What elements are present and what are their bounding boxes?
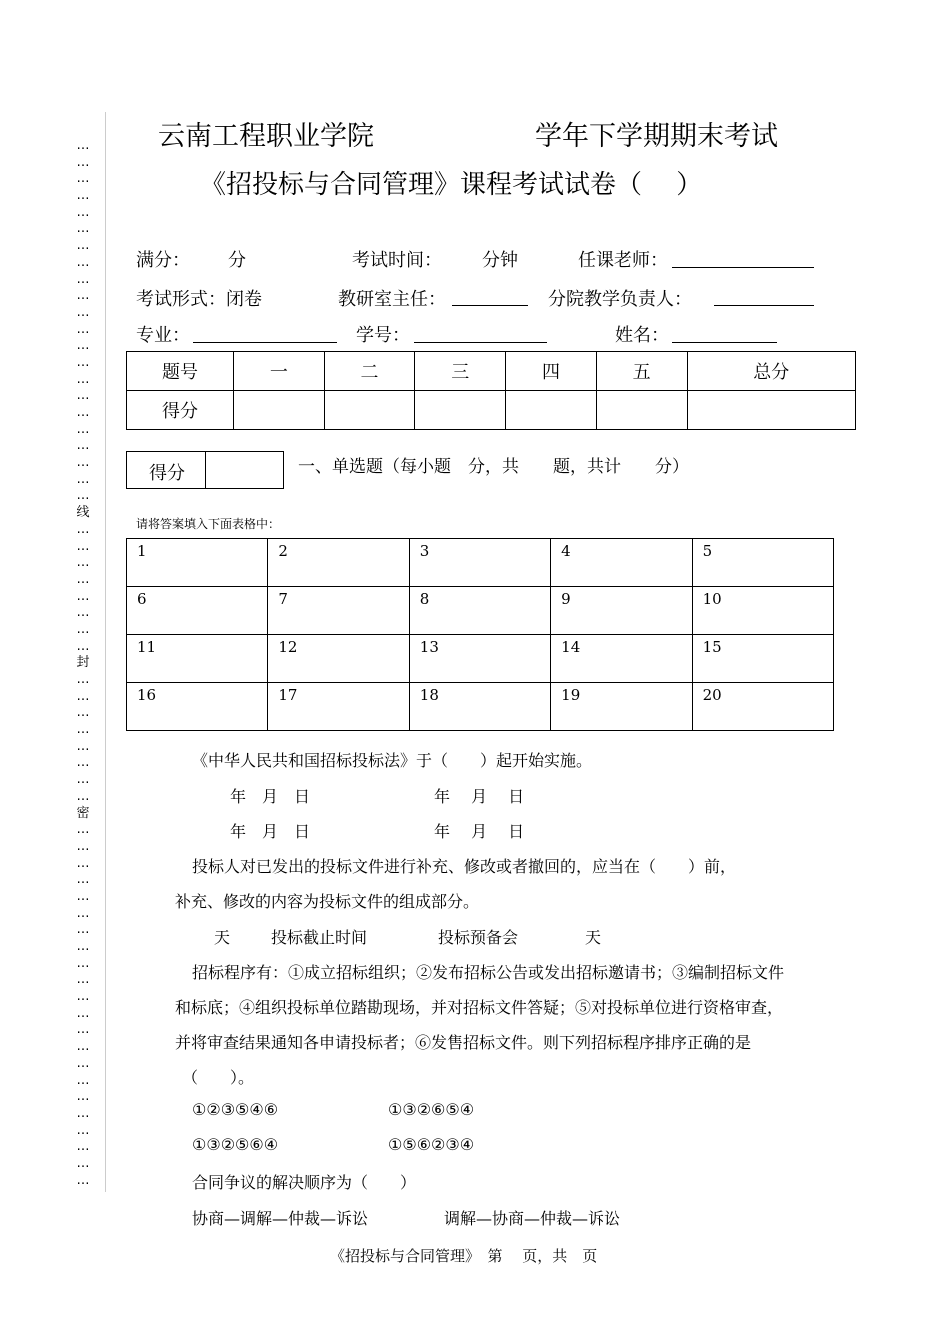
office-director-label: 教研室主任： bbox=[338, 289, 446, 310]
exam-form-label: 考试形式：闭卷 bbox=[136, 289, 262, 310]
q4-option-a: 协商—调解—仲裁—诉讼 bbox=[192, 1209, 369, 1228]
answer-cell[interactable]: 13 bbox=[409, 635, 550, 683]
binding-dot: … bbox=[76, 822, 90, 838]
binding-dot: … bbox=[76, 1072, 90, 1088]
score-value-row bbox=[127, 391, 856, 430]
section-score-label: 得分 bbox=[149, 463, 185, 484]
binding-dot: … bbox=[76, 405, 90, 420]
q3-stem-line1: 招标程序有：①成立招标组织；②发布招标公告或发出招标邀请书；③编制招标文件 bbox=[192, 963, 785, 982]
score-header-row bbox=[127, 352, 856, 391]
answer-cell[interactable]: 17 bbox=[268, 683, 409, 731]
binding-dot: … bbox=[76, 1022, 90, 1038]
q1-option-c: 年 月 日 bbox=[230, 822, 311, 841]
semester-title: 学年下学期期末考试 bbox=[535, 121, 778, 152]
binding-dot: … bbox=[76, 1055, 90, 1071]
answer-grid bbox=[126, 538, 834, 731]
answer-cell[interactable]: 19 bbox=[551, 683, 692, 731]
binding-dot: … bbox=[76, 955, 90, 971]
score-row-label: 得分 bbox=[127, 391, 234, 430]
binding-dot: … bbox=[76, 672, 90, 687]
q1-option-d: 年 月 日 bbox=[434, 822, 525, 841]
answer-cell[interactable]: 11 bbox=[127, 635, 268, 683]
binding-dot: … bbox=[76, 772, 90, 788]
binding-dot: … bbox=[76, 738, 90, 754]
q3-stem-line2: 和标底；④组织投标单位踏勘现场，并对招标文件答疑；⑤对投标单位进行资格审查， bbox=[175, 998, 784, 1017]
q2-option-b: 投标截止时间 bbox=[271, 928, 368, 947]
q3-option-b: ①③②⑥⑤④ bbox=[388, 1100, 475, 1119]
score-header-cell: 总分 bbox=[687, 352, 855, 391]
answer-cell[interactable]: 14 bbox=[551, 635, 692, 683]
binding-dot: … bbox=[76, 555, 90, 571]
binding-dot: … bbox=[76, 354, 90, 370]
binding-dot: … bbox=[76, 254, 90, 270]
answer-cell[interactable]: 8 bbox=[409, 587, 550, 635]
score-header-cell: 三 bbox=[415, 352, 506, 391]
student-id-label: 学号： bbox=[356, 325, 410, 346]
section-score-box bbox=[126, 451, 284, 489]
score-header-cell: 五 bbox=[596, 352, 687, 391]
binding-dot: … bbox=[76, 1039, 90, 1055]
binding-dot: … bbox=[76, 688, 90, 704]
binding-dot: … bbox=[76, 204, 90, 220]
answer-row bbox=[127, 683, 834, 731]
binding-dot: … bbox=[76, 238, 90, 254]
student-id-field[interactable] bbox=[414, 342, 547, 343]
binding-dot: … bbox=[76, 888, 90, 904]
major-label: 专业： bbox=[136, 325, 190, 346]
binding-margin bbox=[72, 138, 94, 1189]
binding-dot: … bbox=[76, 138, 90, 153]
binding-dot: … bbox=[76, 388, 90, 404]
score-cell[interactable] bbox=[324, 391, 415, 430]
binding-dot: … bbox=[76, 1005, 90, 1021]
q2-option-d: 天 bbox=[585, 928, 602, 947]
binding-dot: … bbox=[76, 271, 90, 287]
binding-dot: … bbox=[76, 855, 90, 871]
binding-dot: … bbox=[76, 621, 90, 637]
binding-dot: … bbox=[76, 838, 90, 854]
binding-dot: … bbox=[76, 989, 90, 1005]
school-name: 云南工程职业学院 bbox=[158, 121, 374, 152]
exam-time-label: 考试时间： bbox=[352, 250, 442, 271]
answer-cell[interactable]: 6 bbox=[127, 587, 268, 635]
binding-dot: … bbox=[76, 1172, 90, 1188]
q2-stem-line2: 补充、修改的内容为投标文件的组成部分。 bbox=[175, 892, 480, 911]
binding-dot: … bbox=[76, 488, 90, 504]
binding-dot: … bbox=[76, 605, 90, 621]
binding-dot: … bbox=[76, 788, 90, 804]
answer-cell[interactable]: 5 bbox=[692, 539, 833, 587]
q4-option-b: 调解—协商—仲裁—诉讼 bbox=[444, 1209, 621, 1228]
answer-cell[interactable]: 20 bbox=[692, 683, 833, 731]
score-cell[interactable] bbox=[415, 391, 506, 430]
full-score-unit: 分 bbox=[228, 250, 246, 271]
page-footer: 《招投标与合同管理》 第 页，共 页 bbox=[330, 1247, 598, 1265]
binding-dot: … bbox=[76, 705, 90, 721]
score-cell[interactable] bbox=[687, 391, 855, 430]
q1-option-a: 年 月 日 bbox=[230, 787, 311, 806]
section-score-field[interactable] bbox=[206, 452, 283, 488]
name-field[interactable] bbox=[672, 342, 777, 343]
binding-dot: … bbox=[76, 288, 90, 304]
binding-dot: … bbox=[76, 338, 90, 354]
binding-dot: … bbox=[76, 939, 90, 954]
office-director-field[interactable] bbox=[452, 305, 528, 306]
score-header-cell: 一 bbox=[234, 352, 325, 391]
binding-dot: … bbox=[76, 872, 90, 888]
binding-dot: … bbox=[76, 755, 90, 771]
section-title: 一、单选题（每小题 分，共 题，共计 分） bbox=[298, 457, 689, 477]
answer-instruction: 请将答案填入下面表格中： bbox=[136, 517, 281, 531]
course-title: 《招投标与合同管理》课程考试试卷（ ） bbox=[200, 170, 703, 200]
score-cell[interactable] bbox=[596, 391, 687, 430]
binding-dot: … bbox=[76, 154, 90, 170]
binding-label: 线 bbox=[76, 505, 90, 521]
q1-option-b: 年 月 日 bbox=[434, 787, 525, 806]
binding-dot: … bbox=[76, 588, 90, 604]
binding-dot: … bbox=[76, 1139, 90, 1155]
binding-dot: … bbox=[76, 571, 90, 587]
binding-dot: … bbox=[76, 922, 90, 938]
score-header-cell: 题号 bbox=[127, 352, 234, 391]
binding-dot: … bbox=[76, 421, 90, 437]
binding-dot: … bbox=[76, 455, 90, 471]
binding-dot: … bbox=[76, 1105, 90, 1121]
binding-dot: … bbox=[76, 972, 90, 988]
binding-dot: … bbox=[76, 722, 90, 738]
binding-dot: … bbox=[76, 304, 90, 320]
full-score-label: 满分： bbox=[136, 250, 190, 271]
answer-cell[interactable]: 15 bbox=[692, 635, 833, 683]
binding-dot: … bbox=[76, 538, 90, 554]
answer-cell[interactable]: 10 bbox=[692, 587, 833, 635]
binding-dot: … bbox=[76, 371, 90, 387]
q3-option-a: ①②③⑤④⑥ bbox=[192, 1100, 279, 1119]
q3-option-c: ①③②⑤⑥④ bbox=[192, 1135, 279, 1154]
answer-cell[interactable]: 16 bbox=[127, 683, 268, 731]
score-cell[interactable] bbox=[506, 391, 597, 430]
answer-cell[interactable]: 1 bbox=[127, 539, 268, 587]
q2-option-c: 投标预备会 bbox=[438, 928, 519, 947]
binding-dot: … bbox=[76, 1155, 90, 1171]
binding-divider bbox=[105, 112, 106, 1192]
q4-stem: 合同争议的解决顺序为（ ） bbox=[192, 1173, 417, 1192]
q3-stem-line4: （ ）。 bbox=[182, 1068, 255, 1087]
answer-cell[interactable]: 3 bbox=[409, 539, 550, 587]
binding-dot: … bbox=[76, 521, 90, 537]
major-field[interactable] bbox=[193, 342, 337, 343]
answer-row bbox=[127, 539, 834, 587]
binding-dot: … bbox=[76, 1089, 90, 1105]
exam-time-unit: 分钟 bbox=[482, 250, 518, 271]
q2-option-a: 天 bbox=[214, 928, 231, 947]
answer-cell[interactable]: 9 bbox=[551, 587, 692, 635]
binding-label: 封 bbox=[76, 655, 90, 671]
binding-dot: … bbox=[76, 171, 90, 187]
binding-dot: … bbox=[76, 1122, 90, 1138]
answer-row bbox=[127, 587, 834, 635]
answer-cell[interactable]: 2 bbox=[268, 539, 409, 587]
teacher-field[interactable] bbox=[672, 267, 814, 268]
score-header-cell: 二 bbox=[324, 352, 415, 391]
q3-option-d: ①⑤⑥②③④ bbox=[388, 1135, 475, 1154]
answer-row bbox=[127, 635, 834, 683]
q2-stem-line1: 投标人对已发出的投标文件进行补充、修改或者撤回的，应当在（ ）前， bbox=[192, 857, 737, 876]
binding-dot: … bbox=[76, 221, 90, 237]
dean-field[interactable] bbox=[714, 305, 814, 306]
answer-cell[interactable]: 7 bbox=[268, 587, 409, 635]
q1-stem: 《中华人民共和国招标投标法》于（ ）起开始实施。 bbox=[192, 751, 593, 770]
q3-stem-line3: 并将审查结果通知各申请投标者；⑥发售招标文件。则下列招标程序排序正确的是 bbox=[175, 1033, 752, 1052]
score-summary-table bbox=[126, 351, 856, 430]
answer-cell[interactable]: 12 bbox=[268, 635, 409, 683]
binding-dot: … bbox=[76, 438, 90, 454]
binding-dot: … bbox=[76, 905, 90, 921]
binding-dot: … bbox=[76, 471, 90, 487]
score-cell[interactable] bbox=[234, 391, 325, 430]
binding-dot: … bbox=[76, 638, 90, 654]
teacher-label: 任课老师： bbox=[578, 250, 668, 271]
binding-dot: … bbox=[76, 188, 90, 204]
score-header-cell: 四 bbox=[506, 352, 597, 391]
answer-cell[interactable]: 18 bbox=[409, 683, 550, 731]
answer-cell[interactable]: 4 bbox=[551, 539, 692, 587]
name-label: 姓名： bbox=[615, 325, 669, 346]
binding-label: 密 bbox=[76, 805, 90, 821]
dean-label: 分院教学负责人： bbox=[548, 289, 692, 310]
binding-dot: … bbox=[76, 321, 90, 337]
